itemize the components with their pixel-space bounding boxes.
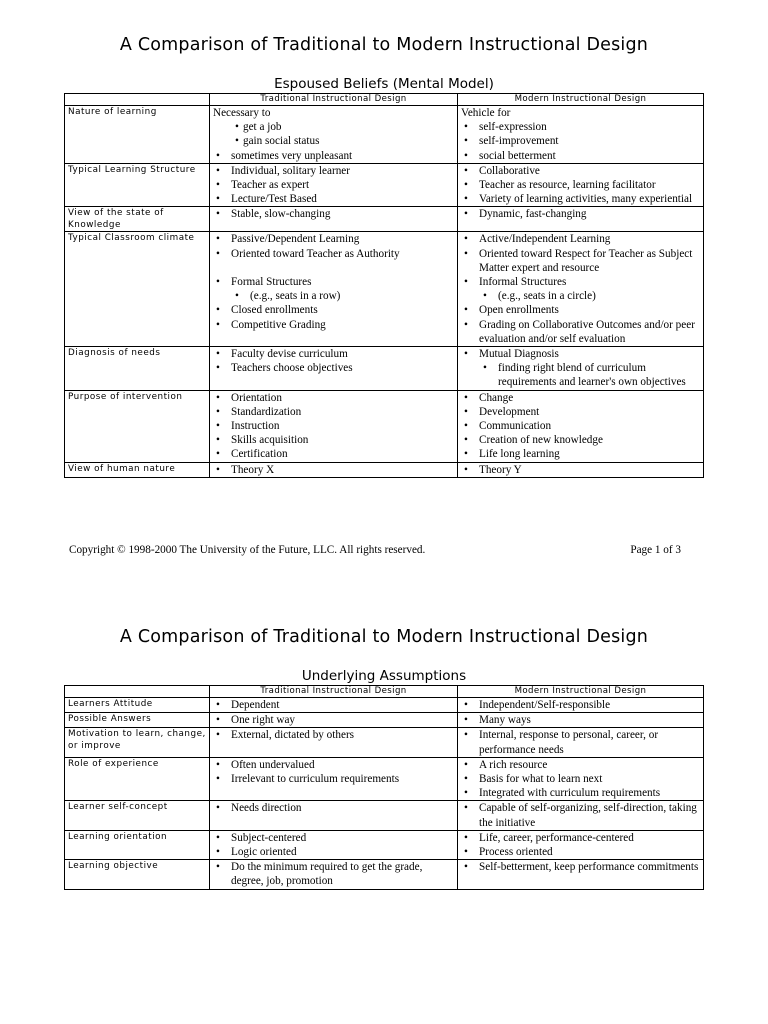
list-item: • Faculty devise curriculum [213, 347, 455, 361]
row-label: View of the state of Knowledge [65, 207, 210, 232]
list-item: • Often undervalued [213, 758, 455, 772]
table-row [65, 390, 704, 462]
column-header-traditional: Traditional Instructional Design [210, 686, 458, 698]
list-item: • Closed enrollments [213, 303, 455, 317]
traditional-cell [210, 390, 458, 462]
list-item: • External, dictated by others [213, 728, 455, 742]
list-item: • Individual, solitary learner [213, 164, 455, 178]
modern-cell [458, 698, 704, 713]
list-sub-item: • (e.g., seats in a circle) [461, 289, 701, 303]
table-row [65, 801, 704, 830]
list-item: • Passive/Dependent Learning [213, 232, 455, 246]
row-label: Possible Answers [65, 713, 210, 728]
traditional-cell [210, 830, 458, 859]
row-label: Typical Learning Structure [65, 163, 210, 207]
modern-cell [458, 713, 704, 728]
list-item: • Development [461, 405, 701, 419]
row-label: Learner self-concept [65, 801, 210, 830]
modern-cell [458, 860, 704, 889]
row-label: Motivation to learn, change, or improve [65, 728, 210, 757]
modern-cell [458, 757, 704, 801]
table-row [65, 830, 704, 859]
list-item: • Orientation [213, 391, 455, 405]
list-item: • Logic oriented [213, 845, 455, 859]
traditional-cell [210, 860, 458, 889]
modern-cell [458, 106, 704, 164]
list-item: • Teacher as expert [213, 178, 455, 192]
modern-cell [458, 207, 704, 232]
list-item: • One right way [213, 713, 455, 727]
modern-cell [458, 390, 704, 462]
table-row [65, 163, 704, 207]
table-row [65, 462, 704, 477]
column-header-modern: Modern Instructional Design [458, 686, 704, 698]
table-row [65, 698, 704, 713]
list-item: • sometimes very unpleasant [213, 149, 455, 163]
list-item: • Life long learning [461, 447, 701, 461]
list-item: • Oriented toward Respect for Teacher as Subject Matter expert and resource [461, 247, 701, 275]
table-row [65, 860, 704, 889]
traditional-cell [210, 232, 458, 347]
table-row [65, 728, 704, 757]
list-item: • Change [461, 391, 701, 405]
list-item: • Teacher as resource, learning facilitator [461, 178, 701, 192]
list-item: • gain social status [213, 134, 455, 148]
list-item: • Variety of learning activities, many experiential [461, 192, 701, 206]
list-item: • Collaborative [461, 164, 701, 178]
row-label: View of human nature [65, 462, 210, 477]
page-title: A Comparison of Traditional to Modern Instructional Design [119, 35, 649, 55]
list-item: • Informal Structures [461, 275, 701, 289]
list-item: • Formal Structures [213, 275, 455, 289]
list-item: • get a job [213, 120, 455, 134]
list-item: • Irrelevant to curriculum requirements [213, 772, 455, 786]
list-item: • Stable, slow-changing [213, 207, 455, 221]
traditional-cell [210, 163, 458, 207]
list-item: • self-expression [461, 120, 701, 134]
list-item: • Standardization [213, 405, 455, 419]
table-header-row [65, 686, 704, 698]
traditional-cell [210, 698, 458, 713]
row-label: Nature of learning [65, 106, 210, 164]
list-item: • Subject-centered [213, 831, 455, 845]
list-item: • Independent/Self-responsible [461, 698, 701, 712]
list-item: • A rich resource [461, 758, 701, 772]
traditional-cell [210, 757, 458, 801]
list-item: • social betterment [461, 149, 701, 163]
table-row [65, 207, 704, 232]
list-item: • Needs direction [213, 801, 455, 815]
row-label: Learning objective [65, 860, 210, 889]
row-label: Learners Attitude [65, 698, 210, 713]
traditional-cell [210, 728, 458, 757]
modern-cell [458, 347, 704, 391]
modern-cell [458, 232, 704, 347]
list-spacer [213, 261, 455, 275]
list-item: • Process oriented [461, 845, 701, 859]
list-item: • Lecture/Test Based [213, 192, 455, 206]
modern-cell [458, 801, 704, 830]
modern-cell [458, 163, 704, 207]
traditional-cell [210, 462, 458, 477]
list-item: • Integrated with curriculum requirements [461, 786, 701, 800]
section-title-espoused-beliefs: Espoused Beliefs (Mental Model) [274, 76, 494, 92]
list-item: • Oriented toward Teacher as Authority [213, 247, 455, 261]
table-row [65, 757, 704, 801]
column-header-blank [65, 686, 210, 698]
list-item: • Dynamic, fast-changing [461, 207, 701, 221]
list-item: • Communication [461, 419, 701, 433]
list-sub-item: • (e.g., seats in a row) [213, 289, 455, 303]
list-item: • Certification [213, 447, 455, 461]
row-label: Purpose of intervention [65, 390, 210, 462]
list-item: • Mutual Diagnosis [461, 347, 701, 361]
cell-intro: Necessary to [213, 107, 271, 119]
modern-cell [458, 830, 704, 859]
list-item: • Grading on Collaborative Outcomes and/or peer evaluation and/or self evaluation [461, 318, 701, 346]
list-item: • Creation of new knowledge [461, 433, 701, 447]
row-label: Typical Classroom climate [65, 232, 210, 347]
table-row [65, 106, 704, 164]
list-item: • Basis for what to learn next [461, 772, 701, 786]
table-row [65, 713, 704, 728]
list-item: • Skills acquisition [213, 433, 455, 447]
list-item: • Capable of self-organizing, self-direction, taking the initiative [461, 801, 701, 829]
traditional-cell [210, 207, 458, 232]
column-header-traditional: Traditional Instructional Design [210, 94, 458, 106]
list-item: • Competitive Grading [213, 318, 455, 332]
traditional-cell [210, 106, 458, 164]
list-item: • Internal, response to personal, career, or performance needs [461, 728, 701, 756]
list-item: • self-improvement [461, 134, 701, 148]
row-label: Role of experience [65, 757, 210, 801]
traditional-cell [210, 347, 458, 391]
table-header-row [65, 94, 704, 106]
list-item: • Theory X [213, 463, 455, 477]
underlying-assumptions-table [64, 685, 704, 890]
page-title-2: A Comparison of Traditional to Modern Instructional Design [119, 627, 649, 647]
espoused-beliefs-table [64, 93, 704, 478]
footer-page-number: Page 1 of 3 [630, 544, 681, 556]
footer-copyright: Copyright © 1998-2000 The University of the Future, LLC. All rights reserved. [69, 544, 426, 556]
list-sub-item: • finding right blend of curriculum requirements and learner's own objectives [461, 361, 701, 389]
list-item: • Instruction [213, 419, 455, 433]
column-header-blank [65, 94, 210, 106]
modern-cell [458, 462, 704, 477]
row-label: Diagnosis of needs [65, 347, 210, 391]
table-row [65, 232, 704, 347]
list-item: • Teachers choose objectives [213, 361, 455, 375]
cell-intro: Vehicle for [461, 107, 511, 119]
traditional-cell [210, 801, 458, 830]
list-item: • Life, career, performance-centered [461, 831, 701, 845]
list-item: • Theory Y [461, 463, 701, 477]
column-header-modern: Modern Instructional Design [458, 94, 704, 106]
section-title-underlying-assumptions: Underlying Assumptions [301, 668, 467, 684]
list-item: • Dependent [213, 698, 455, 712]
row-label: Learning orientation [65, 830, 210, 859]
table-row [65, 347, 704, 391]
list-item: • Active/Independent Learning [461, 232, 701, 246]
traditional-cell [210, 713, 458, 728]
list-item: • Do the minimum required to get the grade, degree, job, promotion [213, 860, 455, 888]
list-item: • Many ways [461, 713, 701, 727]
list-item: • Open enrollments [461, 303, 701, 317]
modern-cell [458, 728, 704, 757]
list-item: • Self-betterment, keep performance commitments [461, 860, 701, 874]
